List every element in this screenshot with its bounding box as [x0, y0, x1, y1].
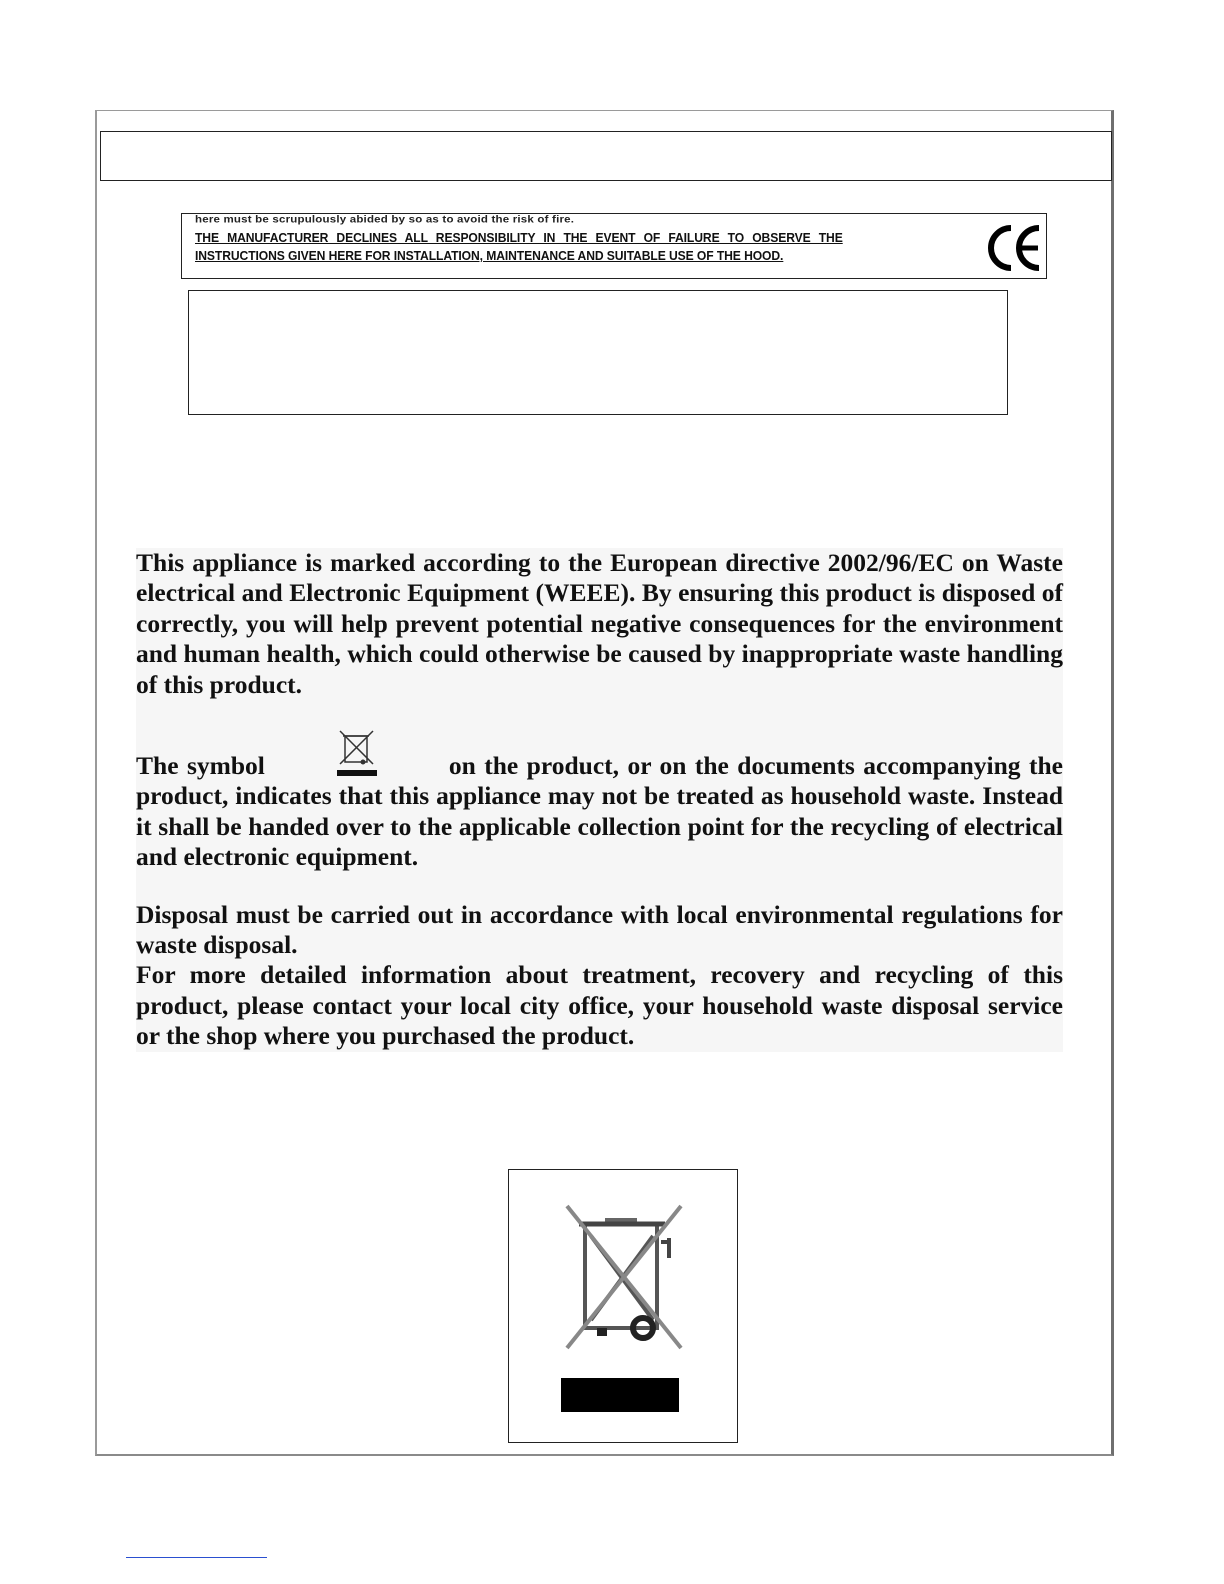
symbol-text-before: The symbol	[136, 751, 265, 781]
weee-paragraph-1: This appliance is marked according to the European directive 2002/96/EC on Waste electrical and Electronic Equipment (WEEE). By ensuring this product is disposed of correctly, you will help prevent potential negative consequences for the environment and human health, which could otherwise be caused by inappropriate waste handling of this product.	[136, 548, 1063, 699]
weee-paragraph-4: For more detailed information about treatment, recovery and recycling of this product, please contact your local city office, your household waste disposal service or the shop where you purchased the product.	[136, 960, 1063, 1051]
header-box	[100, 131, 1112, 181]
weee-symbol-box	[508, 1169, 738, 1443]
warning-line-2: INSTRUCTIONS GIVEN HERE FOR INSTALLATION, MAINTENANCE AND SUITABLE USE OF THE HOOD.	[195, 249, 784, 263]
crossed-bin-icon	[333, 728, 381, 778]
weee-text-block	[136, 548, 1063, 1052]
warning-top-line: here must be scrupulously abided by so as to avoid the risk of fire.	[195, 215, 575, 226]
warning-strip	[181, 213, 1047, 279]
weee-paragraph-3: Disposal must be carried out in accordance with local environmental regulations for waste disposal.	[136, 899, 1063, 960]
empty-notice-box	[188, 290, 1008, 415]
ce-mark-icon	[984, 222, 1044, 274]
warning-line-1: THE MANUFACTURER DECLINES ALL RESPONSIBILITY IN THE EVENT OF FAILURE TO OBSERVE THE	[195, 231, 843, 245]
symbol-text-after: on the product, or on the documents accompanying the product, indicates that this appliance may not be treated as household waste. Instead it shall be handed over to the applicable collection point for the recycling of electrical and electronic equipment.	[136, 751, 1063, 872]
weee-paragraph-2	[136, 730, 1063, 873]
crossed-bin-icon	[557, 1202, 693, 1414]
footer-link-line[interactable]	[126, 1557, 267, 1558]
